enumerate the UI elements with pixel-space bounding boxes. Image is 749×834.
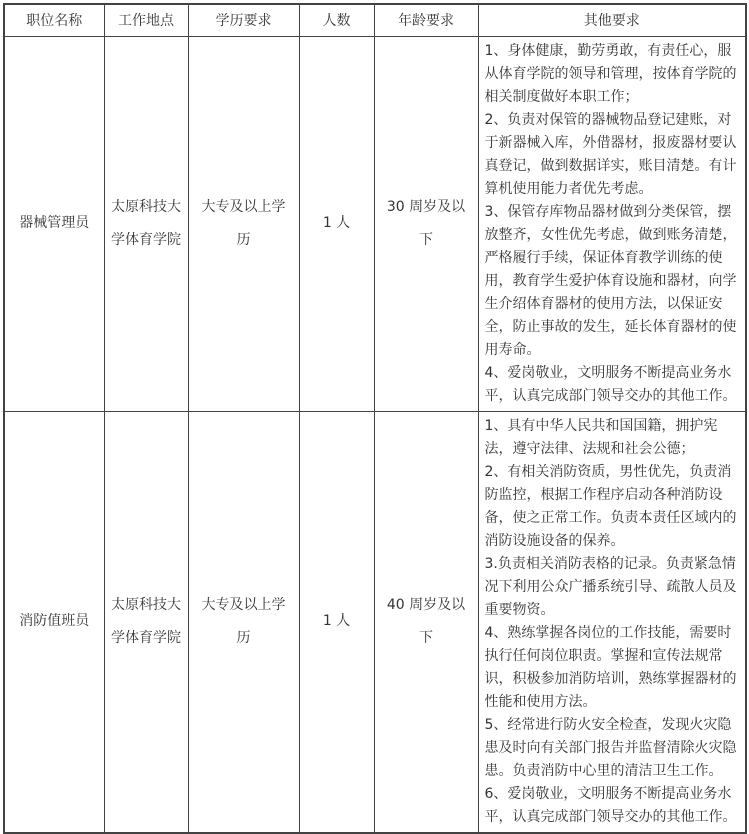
header-cell-headcount: 人数 bbox=[299, 4, 374, 36]
job-row-fire-duty-officer bbox=[4, 411, 746, 833]
position-cell: 消防值班员 bbox=[4, 411, 104, 833]
requirement-item: 5、经常进行防火安全检查，发现火灾隐患及时向有关部门报告并监督清除火灾隐患。负责消防中心里的清洁卫生工作。 bbox=[484, 716, 737, 779]
headcount-cell: 1 人 bbox=[299, 36, 374, 411]
education-cell: 大专及以上学历 bbox=[188, 411, 299, 833]
location-cell: 太原科技大学体育学院 bbox=[104, 411, 188, 833]
requirement-item: 6、爱岗敬业，文明服务不断提高业务水平，认真完成部门领导交办的其他工作。 bbox=[484, 785, 737, 825]
requirement-item: 2、有相关消防资质，男性优先，负责消防监控，根据工作程序启动各种消防设备，使之正常工作。负责本责任区域内的消防设施设备的保养。 bbox=[484, 463, 737, 549]
location-cell: 太原科技大学体育学院 bbox=[104, 36, 188, 411]
requirement-item: 3.负责相关消防表格的记录。负责紧急情况下利用公众广播系统引导、疏散人员及重要物资。 bbox=[484, 555, 737, 618]
requirement-item: 2、负责对保管的器械物品登记建账，对于新器械入库，外借器材，报废器材要认真登记，做到数据详实，账目清楚。有计算机使用能力者优先考虑。 bbox=[484, 111, 737, 197]
requirement-item: 3、保管存库物品器材做到分类保管，摆放整齐，女性优先考虑，做到账务清楚，严格履行手续，保证体育教学训练的使用，教育学生爱护体育设施和器材，向学生介绍体育器材的使用方法，以保证安全，防止事故的发生，延长体育器材的使用寿命。 bbox=[484, 203, 737, 358]
header-cell-position: 职位名称 bbox=[4, 4, 104, 36]
job-row-equipment-manager bbox=[4, 36, 746, 411]
requirement-item: 4、熟练掌握各岗位的工作技能，需要时执行任何岗位职责。掌握和宣传法规常识，积极参加消防培训，熟练掌握器材的性能和使用方法。 bbox=[484, 624, 737, 710]
header-row bbox=[4, 4, 746, 36]
age-cell: 40 周岁及以下 bbox=[374, 411, 478, 833]
requirement-item: 1、具有中华人民共和国国籍，拥护宪法，遵守法律、法规和社会公德； bbox=[484, 417, 718, 457]
requirements-cell bbox=[478, 36, 746, 411]
jobs-table bbox=[3, 3, 747, 834]
age-cell: 30 周岁及以下 bbox=[374, 36, 478, 411]
education-cell: 大专及以上学历 bbox=[188, 36, 299, 411]
requirement-item: 1、身体健康，勤劳勇敢，有责任心，服从体育学院的领导和管理，按体育学院的相关制度做好本职工作； bbox=[484, 42, 737, 105]
header-cell-age: 年龄要求 bbox=[374, 4, 478, 36]
headcount-cell: 1 人 bbox=[299, 411, 374, 833]
position-cell: 器械管理员 bbox=[4, 36, 104, 411]
requirement-item: 4、爱岗敬业，文明服务不断提高业务水平，认真完成部门领导交办的其他工作。 bbox=[484, 364, 737, 404]
header-cell-other: 其他要求 bbox=[478, 4, 746, 36]
requirements-cell bbox=[478, 411, 746, 833]
header-cell-education: 学历要求 bbox=[188, 4, 299, 36]
header-cell-location: 工作地点 bbox=[104, 4, 188, 36]
